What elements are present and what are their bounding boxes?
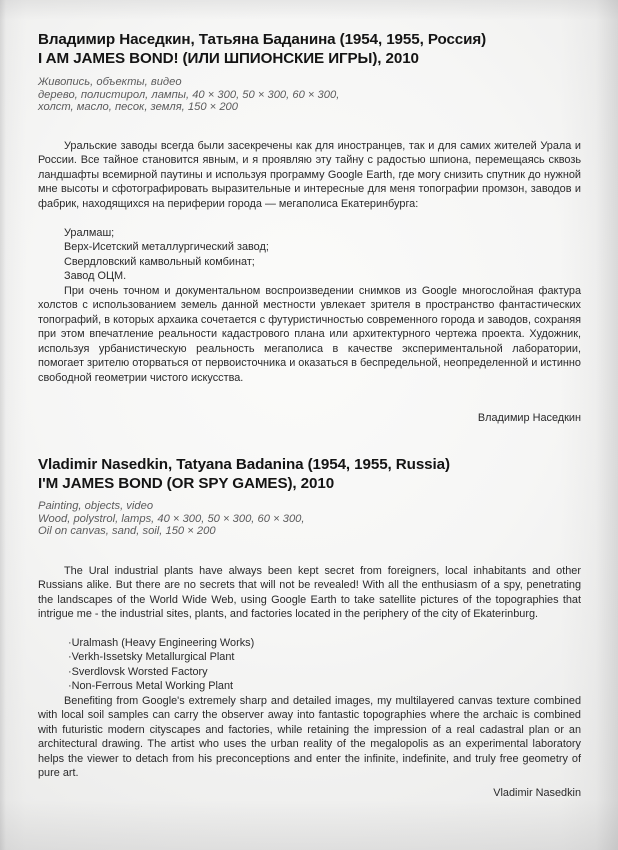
list-item: ·Verkh-Issetsky Metallurgical Plant	[68, 651, 235, 664]
list-item: Уралмаш;	[64, 227, 115, 239]
list-item: ·Non-Ferrous Metal Working Plant	[68, 680, 234, 693]
russian-artists-line: Владимир Наседкин, Татьяна Баданина (1954, 1955, Россия)	[38, 31, 487, 48]
english-artwork-title: I'M JAMES BOND (OR SPY GAMES), 2010	[38, 475, 335, 492]
list-item: Свердловский камвольный комбинат;	[64, 255, 255, 268]
list-item: ·Uralmash (Heavy Engineering Works)	[68, 637, 255, 649]
english-artists-line: Vladimir Nasedkin, Tatyana Badanina (1954, 1955, Russia)	[38, 456, 450, 473]
english-plant-list	[38, 636, 581, 694]
russian-artwork-title: I AM JAMES BOND! (ИЛИ ШПИОНСКИЕ ИГРЫ), 2010	[38, 50, 419, 67]
russian-paragraph-1: Уральские заводы всегда были засекречены как для иностранцев, так и для самих жителей Урала и России. Все тайное становится явным, и я проявляю эту тайну с радостью шпиона, перемещаясь сквозь ландшафты всемирной паутины и используя программу Google Earth, где могу снизить спутник до нужной мне высоты и сфотографировать выразительные и интересные для меня топографии промзон, заводов и фабрик, находящихся на периферии города — мегаполиса Екатеринбурга:	[38, 140, 581, 210]
russian-plant-list	[38, 226, 581, 284]
english-signature: Vladimir Nasedkin	[493, 787, 581, 799]
russian-credits-line-1: Живопись, объекты, видео	[38, 76, 182, 88]
english-credits-line-1: Painting, objects, video	[38, 500, 154, 512]
list-item: ·Sverdlovsk Worsted Factory	[68, 665, 208, 678]
russian-credits-line-3: холст, масло, песок, земля, 150 × 200	[38, 101, 238, 114]
russian-paragraph-2: При очень точном и документальном воспроизведении снимков из Google многослойная фактура холстов с использованием земель данной местности увлекает зрителя в пространство фантастических топографий, в которых архаика сочетается с футуристичностью современного города и заводов, сохраняя при этом впечатление реальности кадастрового плана или архитектурного чертежа проекта. Художник, используя урбанистическую реальность мегаполиса в качестве экспериментальной лаборатории, помогает зрителю оторваться от первоисточника и оказаться в беспредельной, неопределенной и истинно свободной геометрии чистого искусства.	[38, 285, 581, 384]
russian-credits-line-2: дерево, полистирол, лампы, 40 × 300, 50 × 300, 60 × 300,	[38, 88, 340, 101]
english-credits-line-3: Oil on canvas, sand, soil, 150 × 200	[38, 525, 216, 538]
list-item: Завод ОЦМ.	[64, 270, 127, 283]
list-item: Верх-Исетский металлургический завод;	[64, 241, 269, 254]
russian-credits	[38, 76, 581, 114]
english-paragraph-1: The Ural industrial plants have always been kept secret from foreigners, local inhabitants and other Russians alike. But there are no secrets that will not be revealed! With all the enthusiasm of a spy, penetrating the landscapes of the World Wide Web, using Google Earth to take satellite pictures of the topographies that intrigue me - the industrial sites, plants, and factories located in the periphery of the city of Ekaterinburg.	[38, 565, 581, 621]
russian-signature: Владимир Наседкин	[477, 412, 581, 424]
english-credits	[38, 500, 581, 538]
english-paragraph-2: Benefiting from Google's extremely sharp and detailed images, my multilayered canvas texture combined with local soil samples can carry the observer away into fantastic topographies where the archaic is combined with futuristic modern cityscapes and factories, while retaining the impression of a real cadastral plan or an architectural drawing. The artist who uses the urban reality of the megalopolis as an experimental laboratory helps the viewer to detach from his preconceptions and enter the infinite, indefinite, and truly free geometry of pure art.	[38, 695, 581, 780]
english-credits-line-2: Wood, polystrol, lamps, 40 × 300, 50 × 300, 60 × 300,	[38, 512, 305, 525]
